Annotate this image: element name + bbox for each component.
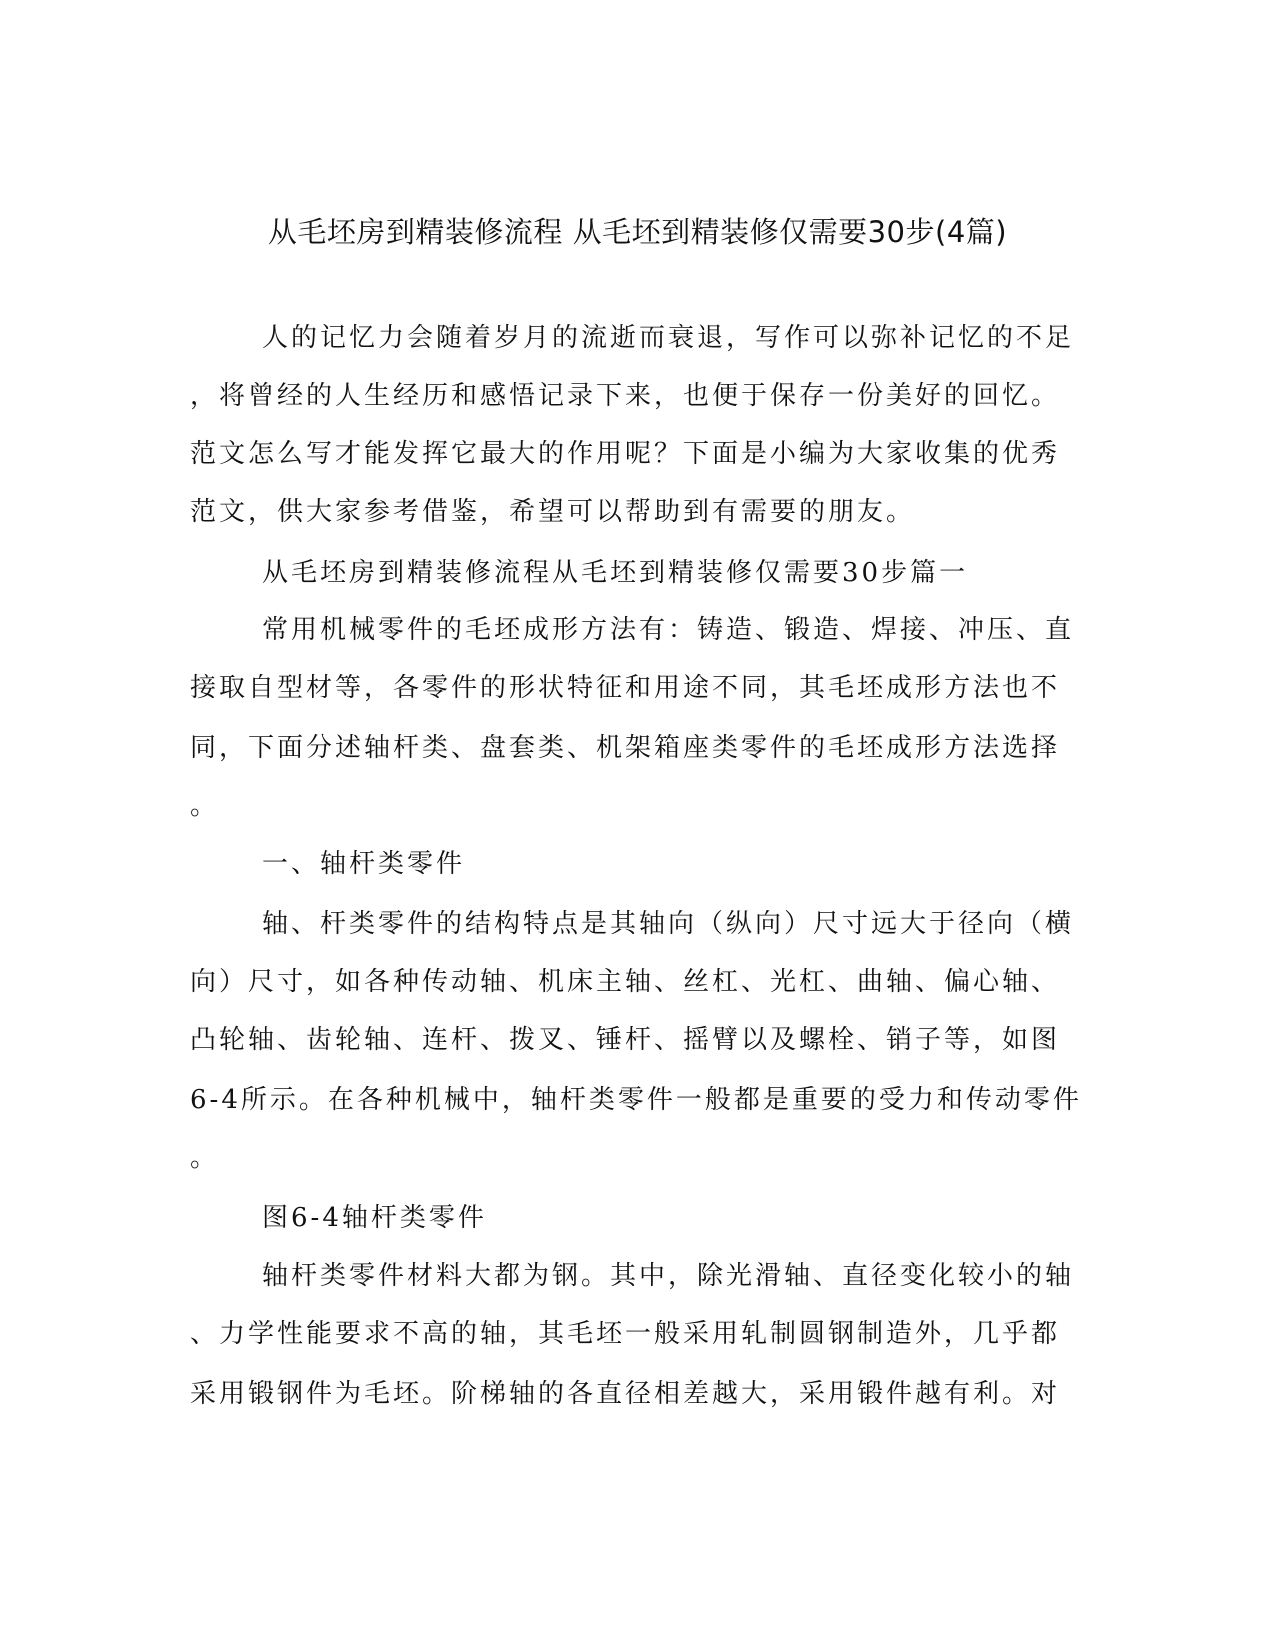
- section-heading-line: 从毛坯房到精装修流程从毛坯到精装修仅需要30步篇一: [262, 558, 969, 588]
- paragraph-line: 轴、杆类零件的结构特点是其轴向（纵向）尺寸远大于径向（横: [262, 909, 1075, 939]
- paragraph-line: 同，下面分述轴杆类、盘套类、机架箱座类零件的毛坯成形方法选择: [190, 733, 1061, 763]
- paragraph-line: 向）尺寸，如各种传动轴、机床主轴、丝杠、光杠、曲轴、偏心轴、: [190, 967, 1061, 997]
- paragraph-line: ，将曾经的人生经历和感悟记录下来，也便于保存一份美好的回忆。: [190, 381, 1061, 411]
- paragraph-line: 采用锻钢件为毛坯。阶梯轴的各直径相差越大，采用锻件越有利。对: [190, 1379, 1061, 1409]
- paragraph-line: 接取自型材等，各零件的形状特征和用途不同，其毛坯成形方法也不: [190, 673, 1061, 703]
- document-title: 从毛坯房到精装修流程 从毛坯到精装修仅需要30步(4篇): [267, 215, 1008, 249]
- paragraph-line: 范文怎么写才能发挥它最大的作用呢？下面是小编为大家收集的优秀: [190, 439, 1061, 469]
- subheading-line: 一、轴杆类零件: [262, 849, 466, 879]
- paragraph-line: 范文，供大家参考借鉴，希望可以帮助到有需要的朋友。: [190, 497, 916, 527]
- paragraph-line: 轴杆类零件材料大都为钢。其中，除光滑轴、直径变化较小的轴: [262, 1261, 1075, 1291]
- paragraph-line: 凸轮轴、齿轮轴、连杆、拨叉、锤杆、摇臂以及螺栓、销子等，如图: [190, 1025, 1061, 1055]
- paragraph-line: 6-4所示。在各种机械中，轴杆类零件一般都是重要的受力和传动零件: [190, 1085, 1082, 1115]
- paragraph-line: 常用机械零件的毛坯成形方法有：铸造、锻造、焊接、冲压、直: [262, 615, 1075, 645]
- figure-caption-line: 图6-4轴杆类零件: [262, 1203, 487, 1233]
- paragraph-line: 、力学性能要求不高的轴，其毛坯一般采用轧制圆钢制造外，几乎都: [190, 1319, 1061, 1349]
- paragraph-line: 。: [190, 1143, 220, 1173]
- paragraph-line: 。: [190, 791, 220, 821]
- paragraph-line: 人的记忆力会随着岁月的流逝而衰退，写作可以弥补记忆的不足: [262, 323, 1075, 353]
